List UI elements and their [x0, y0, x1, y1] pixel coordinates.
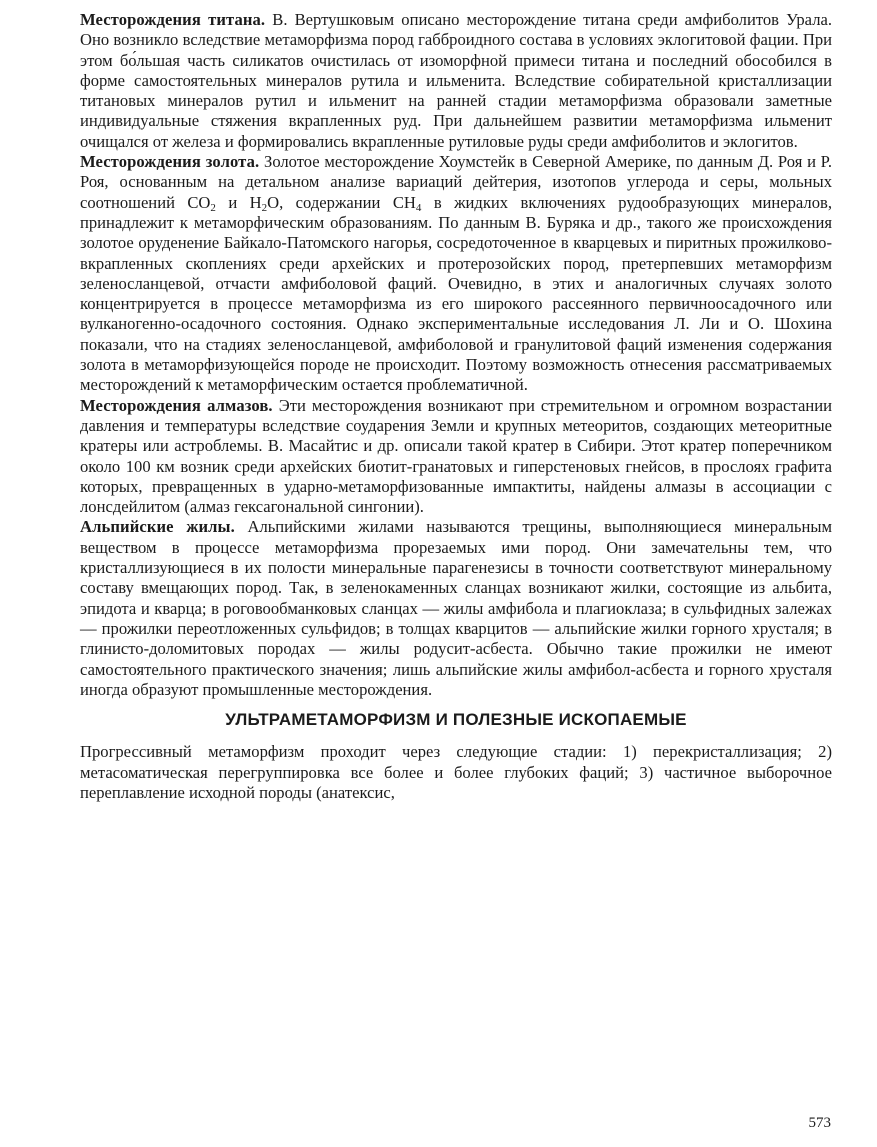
paragraph-text: и H	[215, 192, 262, 212]
paragraph-alpine-veins	[80, 517, 832, 700]
subscript: 4	[415, 201, 422, 214]
paragraph-text: O, содержании CH	[267, 192, 416, 212]
section-heading: УЛЬТРАМЕТАМОРФИЗМ И ПОЛЕЗНЫЕ ИСКОПАЕМЫЕ	[225, 710, 687, 730]
paragraph-lead: Месторождения титана.	[80, 10, 266, 29]
page-number: 573	[808, 1115, 831, 1131]
subscript: 2	[210, 201, 216, 214]
paragraph-diamonds	[80, 396, 832, 518]
page-body	[80, 10, 832, 803]
subscript: 2	[261, 201, 268, 214]
paragraph-text: В. Вертушковым описано месторождение титана среди амфиболитов Урала. Оно возникло вследствие метаморфизма пород габброидного состава в условиях эклогитовой фации. При этом бо́льшая часть силикатов очистилась от изоморфной примеси титана и последний обособился в форме самостоятельных минералов рутила и ильменита. Вследствие собирательной кристаллизации титановых минералов рутил и ильменит на ранней стадии метаморфизма образовали заметные индивидуальные стяжения вкрапленных руд. При дальнейшем развитии метаморфизма ильменит очищался от железа и формировались вкрапленные рутиловые руды среди амфиболитов и эклогитов.	[80, 10, 832, 151]
paragraph-lead: Месторождения золота.	[80, 152, 260, 172]
paragraph-text: Золотое месторождение Хоумстейк в Северной Америке, по данным Д. Роя и Р. Роя, основанным на детальном анализе вариаций дейтерия, изотопов углерода и серы, мольных соотношений CO	[80, 152, 832, 212]
paragraph-lead: Месторождения алмазов.	[80, 395, 273, 415]
paragraph-text: в жидких включениях рудообразующих минералов, принадлежит к метаморфическим образованиям. По данным В. Буряка и др., такого же происхождения золотое оруденение Байкало-Патомского нагорья, сосредоточенное в кварцевых и пиритных прожилково-вкрапленных скоплениях среди архейских и протерозойских пород, претерпевших метаморфизм зеленосланцевой, отчасти амфиболовой фаций. Очевидно, в этих и аналогичных случаях золото концентрируется в процессе метаморфизма из его широкого рассеянного первичноосадочного или вулканогенно-осадочного состояния. Однако экспериментальные исследования Л. Ли и О. Шохина показали, что на стадиях зеленосланцевой, амфиболовой и гранулитовой фаций изменения содержания золота в метаморфизующейся породе не происходит. Поэтому возможность отнесения рассматриваемых месторождений к метаморфическим остается проблематичной.	[80, 192, 832, 395]
paragraph-lead: Альпийские жилы.	[80, 517, 235, 537]
paragraph-text: Альпийскими жилами называются трещины, выполняющиеся минеральным веществом в процессе метаморфизма прорезаемых ими пород. Они замечательны тем, что кристаллизующиеся в их полости минеральные парагенезисы в точности соответствуют минеральному составу вмещающих пород. Так, в зеленокаменных сланцах возникают жилки, состоящие из альбита, эпидота и кварца; в роговообманковых сланцах — жилы амфибола и плагиоклаза; в сульфидных залежах — прожилки переотложенных сульфидов; в толщах кварцитов — альпийские жилки горного хрусталя; в глинисто-доломитовых породах — жилы родусит-асбеста. Обычно такие прожилки не имеют самостоятельного практического значения; лишь альпийские жилы амфибол-асбеста и горного хрусталя иногда образуют промышленные месторождения.	[80, 517, 832, 699]
paragraph-ultrametamorphism: Прогрессивный метаморфизм проходит через следующие стадии: 1) перекристаллизация; 2) метасоматическая перегруппировка все более и более глубоких фаций; 3) частичное выборочное переплавление исходной породы (анатексис,	[80, 742, 832, 802]
paragraph-text: Эти месторождения возникают при стремительном и огромном возрастании давления и температуры вследствие соударения Земли и крупных метеоритов, создающих метеоритные кратеры или астроблемы. В. Масайтис и др. описали такой кратер в Сибири. Этот кратер поперечником около 100 км возник среди архейских биотит-гранатовых и гиперстеновых гнейсов, в прослоях графита которых, превращенных в ударно-метаморфизованные импактиты, найдены алмазы в ассоциации с лонсдейлитом (алмаз гексагональной сингонии).	[80, 395, 832, 517]
paragraph-titanium	[80, 10, 832, 152]
paragraph-gold	[80, 152, 832, 396]
